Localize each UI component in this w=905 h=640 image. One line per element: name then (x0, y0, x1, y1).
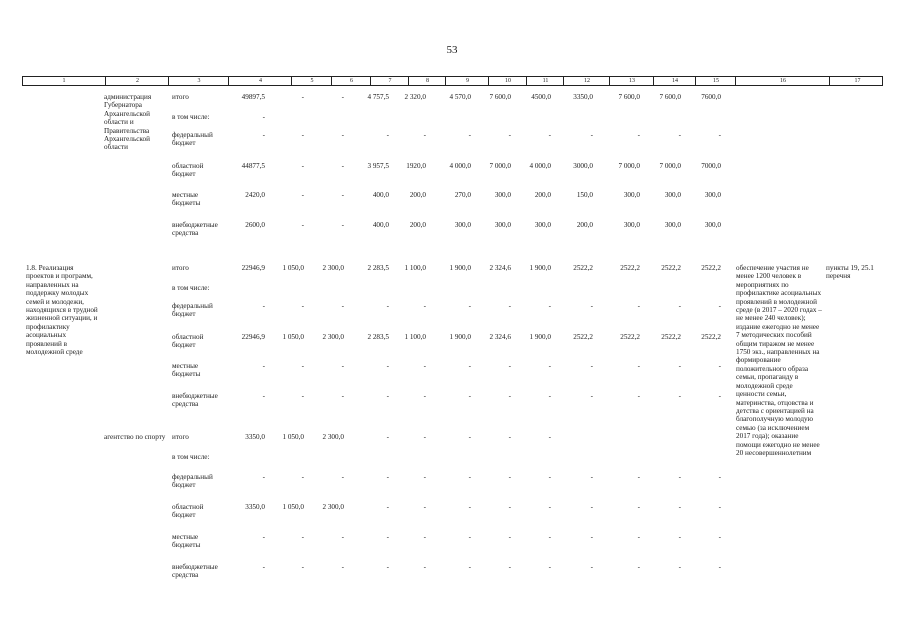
funding-value-cell: 2 283,5 (367, 333, 389, 341)
funding-value-cell: 3000,0 (573, 162, 593, 170)
funding-value-cell: 400,0 (372, 221, 389, 229)
funding-source-label: областной бюджет (172, 333, 204, 350)
funding-value-cell: - (678, 362, 681, 370)
funding-value-cell: 7 000,0 (618, 162, 640, 170)
funding-value-cell: - (637, 563, 640, 571)
funding-source-label: внебюджетные средства (172, 392, 218, 409)
column-number: 4 (228, 77, 292, 85)
funding-value-cell: - (548, 563, 551, 571)
funding-value-cell: 7 600,0 (489, 93, 511, 101)
funding-value-cell: 2522,2 (661, 264, 681, 272)
funding-value-cell: - (423, 473, 426, 481)
executor-admin: администрация Губернатора Архангельской области и Правительства Архангельской области (104, 93, 152, 152)
funding-value-cell: - (423, 533, 426, 541)
funding-value-cell: 2 283,5 (367, 264, 389, 272)
funding-value-cell: - (468, 563, 471, 571)
funding-value-cell: - (301, 302, 304, 310)
funding-value-cell: - (262, 533, 265, 541)
funding-value-cell: 22946,9 (241, 264, 265, 272)
funding-value-cell: 1 050,0 (282, 333, 304, 341)
funding-value-cell: - (508, 503, 511, 511)
funding-value-cell: - (678, 302, 681, 310)
funding-value-cell: 3350,0 (245, 433, 265, 441)
funding-value-cell: 7 600,0 (618, 93, 640, 101)
funding-value-cell: 2522,2 (661, 333, 681, 341)
funding-value-cell: - (718, 563, 721, 571)
column-number: 15 (695, 77, 736, 85)
column-number: 2 (105, 77, 169, 85)
funding-value-cell: - (678, 533, 681, 541)
funding-value-cell: - (341, 362, 344, 370)
funding-value-cell: - (262, 302, 265, 310)
funding-value-cell: 2522,2 (620, 264, 640, 272)
funding-value-cell: 2522,2 (573, 264, 593, 272)
funding-value-cell: - (637, 392, 640, 400)
funding-value-cell: - (508, 473, 511, 481)
funding-source-label: областной бюджет (172, 162, 204, 179)
funding-value-cell: - (548, 503, 551, 511)
funding-value-cell: - (301, 563, 304, 571)
funding-value-cell: - (423, 362, 426, 370)
funding-value-cell: 200,0 (534, 191, 551, 199)
funding-value-cell: - (590, 533, 593, 541)
funding-source-label: итого (172, 93, 189, 101)
funding-value-cell: - (637, 503, 640, 511)
funding-value-cell: 200,0 (576, 221, 593, 229)
column-number: 17 (829, 77, 885, 85)
funding-value-cell: - (508, 563, 511, 571)
funding-value-cell: 300,0 (494, 191, 511, 199)
funding-value-cell: 3 957,5 (367, 162, 389, 170)
funding-value-cell: 150,0 (576, 191, 593, 199)
funding-value-cell: - (386, 533, 389, 541)
funding-value-cell: 300,0 (623, 191, 640, 199)
measure-title: 1.8. Реализация проектов и программ, направленных на поддержку молодых семей и молодежи, находящихся в трудной жизненной ситуации, и профилактику асоциальных проявлений в молодежной среде (26, 264, 98, 357)
funding-value-cell: 400,0 (372, 191, 389, 199)
funding-source-label: в том числе: (172, 113, 210, 121)
funding-source-label: итого (172, 264, 189, 272)
funding-value-cell: - (386, 131, 389, 139)
funding-value-cell: 300,0 (664, 221, 681, 229)
column-number: 12 (563, 77, 610, 85)
funding-value-cell: - (386, 563, 389, 571)
funding-value-cell: 1 050,0 (282, 433, 304, 441)
funding-value-cell: 7 600,0 (659, 93, 681, 101)
funding-value-cell: 200,0 (409, 221, 426, 229)
funding-value-cell: - (637, 131, 640, 139)
column-number: 3 (168, 77, 229, 85)
funding-value-cell: - (301, 162, 304, 170)
funding-source-label: внебюджетные средства (172, 563, 218, 580)
funding-value-cell: - (590, 302, 593, 310)
funding-source-label: местные бюджеты (172, 362, 201, 379)
column-number: 16 (735, 77, 830, 85)
funding-value-cell: - (548, 302, 551, 310)
funding-value-cell: 300,0 (664, 191, 681, 199)
funding-value-cell: 300,0 (623, 221, 640, 229)
funding-value-cell: - (548, 533, 551, 541)
funding-value-cell: - (508, 131, 511, 139)
funding-value-cell: - (301, 392, 304, 400)
funding-value-cell: 2522,2 (620, 333, 640, 341)
funding-value-cell: - (301, 191, 304, 199)
funding-value-cell: 3350,0 (573, 93, 593, 101)
funding-value-cell: 2420,0 (245, 191, 265, 199)
funding-value-cell: - (468, 533, 471, 541)
funding-value-cell: - (386, 362, 389, 370)
funding-source-label: федеральный бюджет (172, 473, 213, 490)
funding-value-cell: 270,0 (454, 191, 471, 199)
funding-value-cell: - (678, 392, 681, 400)
funding-value-cell: - (423, 563, 426, 571)
funding-value-cell: - (386, 302, 389, 310)
funding-value-cell: 4 570,0 (449, 93, 471, 101)
funding-value-cell: - (301, 473, 304, 481)
funding-value-cell: - (548, 362, 551, 370)
funding-value-cell: - (590, 131, 593, 139)
funding-value-cell: - (386, 503, 389, 511)
funding-value-cell: 300,0 (494, 221, 511, 229)
funding-value-cell: - (341, 162, 344, 170)
funding-value-cell: - (262, 362, 265, 370)
column-number-header (22, 76, 883, 86)
column-number: 7 (370, 77, 409, 85)
funding-value-cell: 2 324,6 (489, 264, 511, 272)
column-number: 6 (331, 77, 371, 85)
funding-source-label: областной бюджет (172, 503, 204, 520)
measure-result: обеспечение участия не менее 1200 человек в мероприятиях по профилактике асоциальных проявлений в молодежной среде (в 2017 – 2020 годах – не менее 240 человек); издание ежегодно не менее 7 методических пособий общим тиражом не менее 1750 экз., направленных на формирование положительного образа семьи, пропаганду в молодежной среде ценности семьи, материнства, отцовства и детства с ориентацией на благополучную молодую семью (за исключением 2017 года); оказание помощи ежегодно не менее 20 несовершеннолетним (736, 264, 822, 457)
funding-value-cell: - (548, 433, 551, 441)
funding-value-cell: - (718, 302, 721, 310)
funding-value-cell: - (423, 433, 426, 441)
funding-value-cell: 1 900,0 (529, 333, 551, 341)
funding-value-cell: - (718, 362, 721, 370)
page-number: 53 (446, 44, 458, 56)
funding-value-cell: - (508, 362, 511, 370)
funding-source-label: в том числе: (172, 284, 210, 292)
funding-value-cell: - (423, 131, 426, 139)
column-number: 14 (653, 77, 696, 85)
funding-value-cell: 7 000,0 (659, 162, 681, 170)
funding-value-cell: - (508, 533, 511, 541)
funding-value-cell: - (637, 302, 640, 310)
column-number: 11 (526, 77, 564, 85)
funding-value-cell: - (718, 473, 721, 481)
funding-value-cell: 1 900,0 (449, 264, 471, 272)
funding-value-cell: 4 757,5 (367, 93, 389, 101)
funding-value-cell: - (508, 302, 511, 310)
column-number: 8 (408, 77, 446, 85)
funding-value-cell: 300,0 (454, 221, 471, 229)
funding-value-cell: 1920,0 (406, 162, 426, 170)
measure-reference: пункты 19, 25.1 перечня (826, 264, 874, 281)
column-number: 13 (609, 77, 654, 85)
funding-value-cell: 2522,2 (573, 333, 593, 341)
funding-value-cell: - (718, 392, 721, 400)
funding-source-label: федеральный бюджет (172, 131, 213, 148)
funding-value-cell: 22946,9 (241, 333, 265, 341)
funding-value-cell: - (548, 131, 551, 139)
funding-value-cell: - (508, 392, 511, 400)
funding-value-cell: 44877,5 (241, 162, 265, 170)
funding-value-cell: - (386, 433, 389, 441)
funding-value-cell: 1 900,0 (449, 333, 471, 341)
funding-value-cell: 2600,0 (245, 221, 265, 229)
funding-value-cell: - (262, 563, 265, 571)
funding-value-cell: - (341, 533, 344, 541)
funding-value-cell: 1 050,0 (282, 503, 304, 511)
funding-value-cell: 2522,2 (701, 264, 721, 272)
funding-value-cell: - (341, 302, 344, 310)
funding-value-cell: 49897,5 (241, 93, 265, 101)
funding-value-cell: - (341, 191, 344, 199)
funding-value-cell: 2522,2 (701, 333, 721, 341)
funding-value-cell: - (301, 93, 304, 101)
funding-source-label: в том числе: (172, 453, 210, 461)
funding-value-cell: - (341, 473, 344, 481)
funding-value-cell: - (423, 503, 426, 511)
funding-value-cell: - (301, 131, 304, 139)
funding-value-cell: - (341, 563, 344, 571)
funding-value-cell: 300,0 (704, 221, 721, 229)
funding-value-cell: - (262, 473, 265, 481)
funding-value-cell: - (590, 503, 593, 511)
funding-value-cell: - (637, 473, 640, 481)
funding-value-cell: 2 300,0 (322, 433, 344, 441)
funding-source-label: внебюджетные средства (172, 221, 218, 238)
funding-value-cell: 3350,0 (245, 503, 265, 511)
funding-value-cell: 4500,0 (531, 93, 551, 101)
funding-value-cell: 7 000,0 (489, 162, 511, 170)
funding-value-cell: - (590, 392, 593, 400)
funding-value-cell: - (678, 473, 681, 481)
funding-value-cell: - (341, 221, 344, 229)
funding-value-cell: - (262, 131, 265, 139)
funding-value-cell: 200,0 (409, 191, 426, 199)
funding-value-cell: - (301, 362, 304, 370)
funding-value-cell: - (468, 131, 471, 139)
funding-value-cell: - (678, 563, 681, 571)
funding-value-cell: 4 000,0 (449, 162, 471, 170)
funding-value-cell: 7600,0 (701, 93, 721, 101)
funding-value-cell: - (341, 392, 344, 400)
funding-source-label: местные бюджеты (172, 191, 201, 208)
funding-value-cell: - (468, 473, 471, 481)
funding-value-cell: 2 324,6 (489, 333, 511, 341)
funding-value-cell: - (678, 131, 681, 139)
funding-value-cell: - (508, 433, 511, 441)
funding-value-cell: - (468, 392, 471, 400)
executor-sport: агентство по спорту (104, 433, 166, 441)
funding-value-cell: - (678, 503, 681, 511)
funding-value-cell: - (548, 392, 551, 400)
funding-value-cell: - (262, 113, 265, 121)
funding-value-cell: - (423, 302, 426, 310)
funding-value-cell: - (341, 93, 344, 101)
funding-value-cell: - (423, 392, 426, 400)
funding-value-cell: 1 900,0 (529, 264, 551, 272)
column-number: 9 (445, 77, 489, 85)
funding-value-cell: - (468, 503, 471, 511)
funding-value-cell: - (637, 533, 640, 541)
funding-value-cell: - (341, 131, 344, 139)
column-number: 10 (488, 77, 527, 85)
funding-value-cell: - (468, 433, 471, 441)
funding-value-cell: 2 300,0 (322, 264, 344, 272)
funding-value-cell: 1 100,0 (404, 264, 426, 272)
funding-value-cell: 300,0 (534, 221, 551, 229)
funding-value-cell: 1 050,0 (282, 264, 304, 272)
funding-value-cell: 2 320,0 (404, 93, 426, 101)
funding-value-cell: 4 000,0 (529, 162, 551, 170)
funding-value-cell: 2 300,0 (322, 503, 344, 511)
funding-value-cell: - (386, 473, 389, 481)
funding-value-cell: 300,0 (704, 191, 721, 199)
funding-value-cell: - (637, 362, 640, 370)
funding-value-cell: - (718, 503, 721, 511)
funding-value-cell: - (718, 533, 721, 541)
funding-value-cell: - (590, 473, 593, 481)
funding-value-cell: 1 100,0 (404, 333, 426, 341)
funding-value-cell: - (301, 221, 304, 229)
funding-value-cell: - (718, 131, 721, 139)
column-number: 1 (62, 78, 66, 84)
funding-value-cell: - (590, 563, 593, 571)
funding-source-label: местные бюджеты (172, 533, 201, 550)
column-number: 5 (291, 77, 332, 85)
funding-value-cell: - (301, 533, 304, 541)
funding-value-cell: - (590, 362, 593, 370)
funding-value-cell: 7000,0 (701, 162, 721, 170)
funding-value-cell: - (386, 392, 389, 400)
funding-value-cell: - (548, 473, 551, 481)
funding-value-cell: - (262, 392, 265, 400)
funding-value-cell: 2 300,0 (322, 333, 344, 341)
funding-source-label: федеральный бюджет (172, 302, 213, 319)
funding-source-label: итого (172, 433, 189, 441)
funding-value-cell: - (468, 302, 471, 310)
funding-value-cell: - (468, 362, 471, 370)
